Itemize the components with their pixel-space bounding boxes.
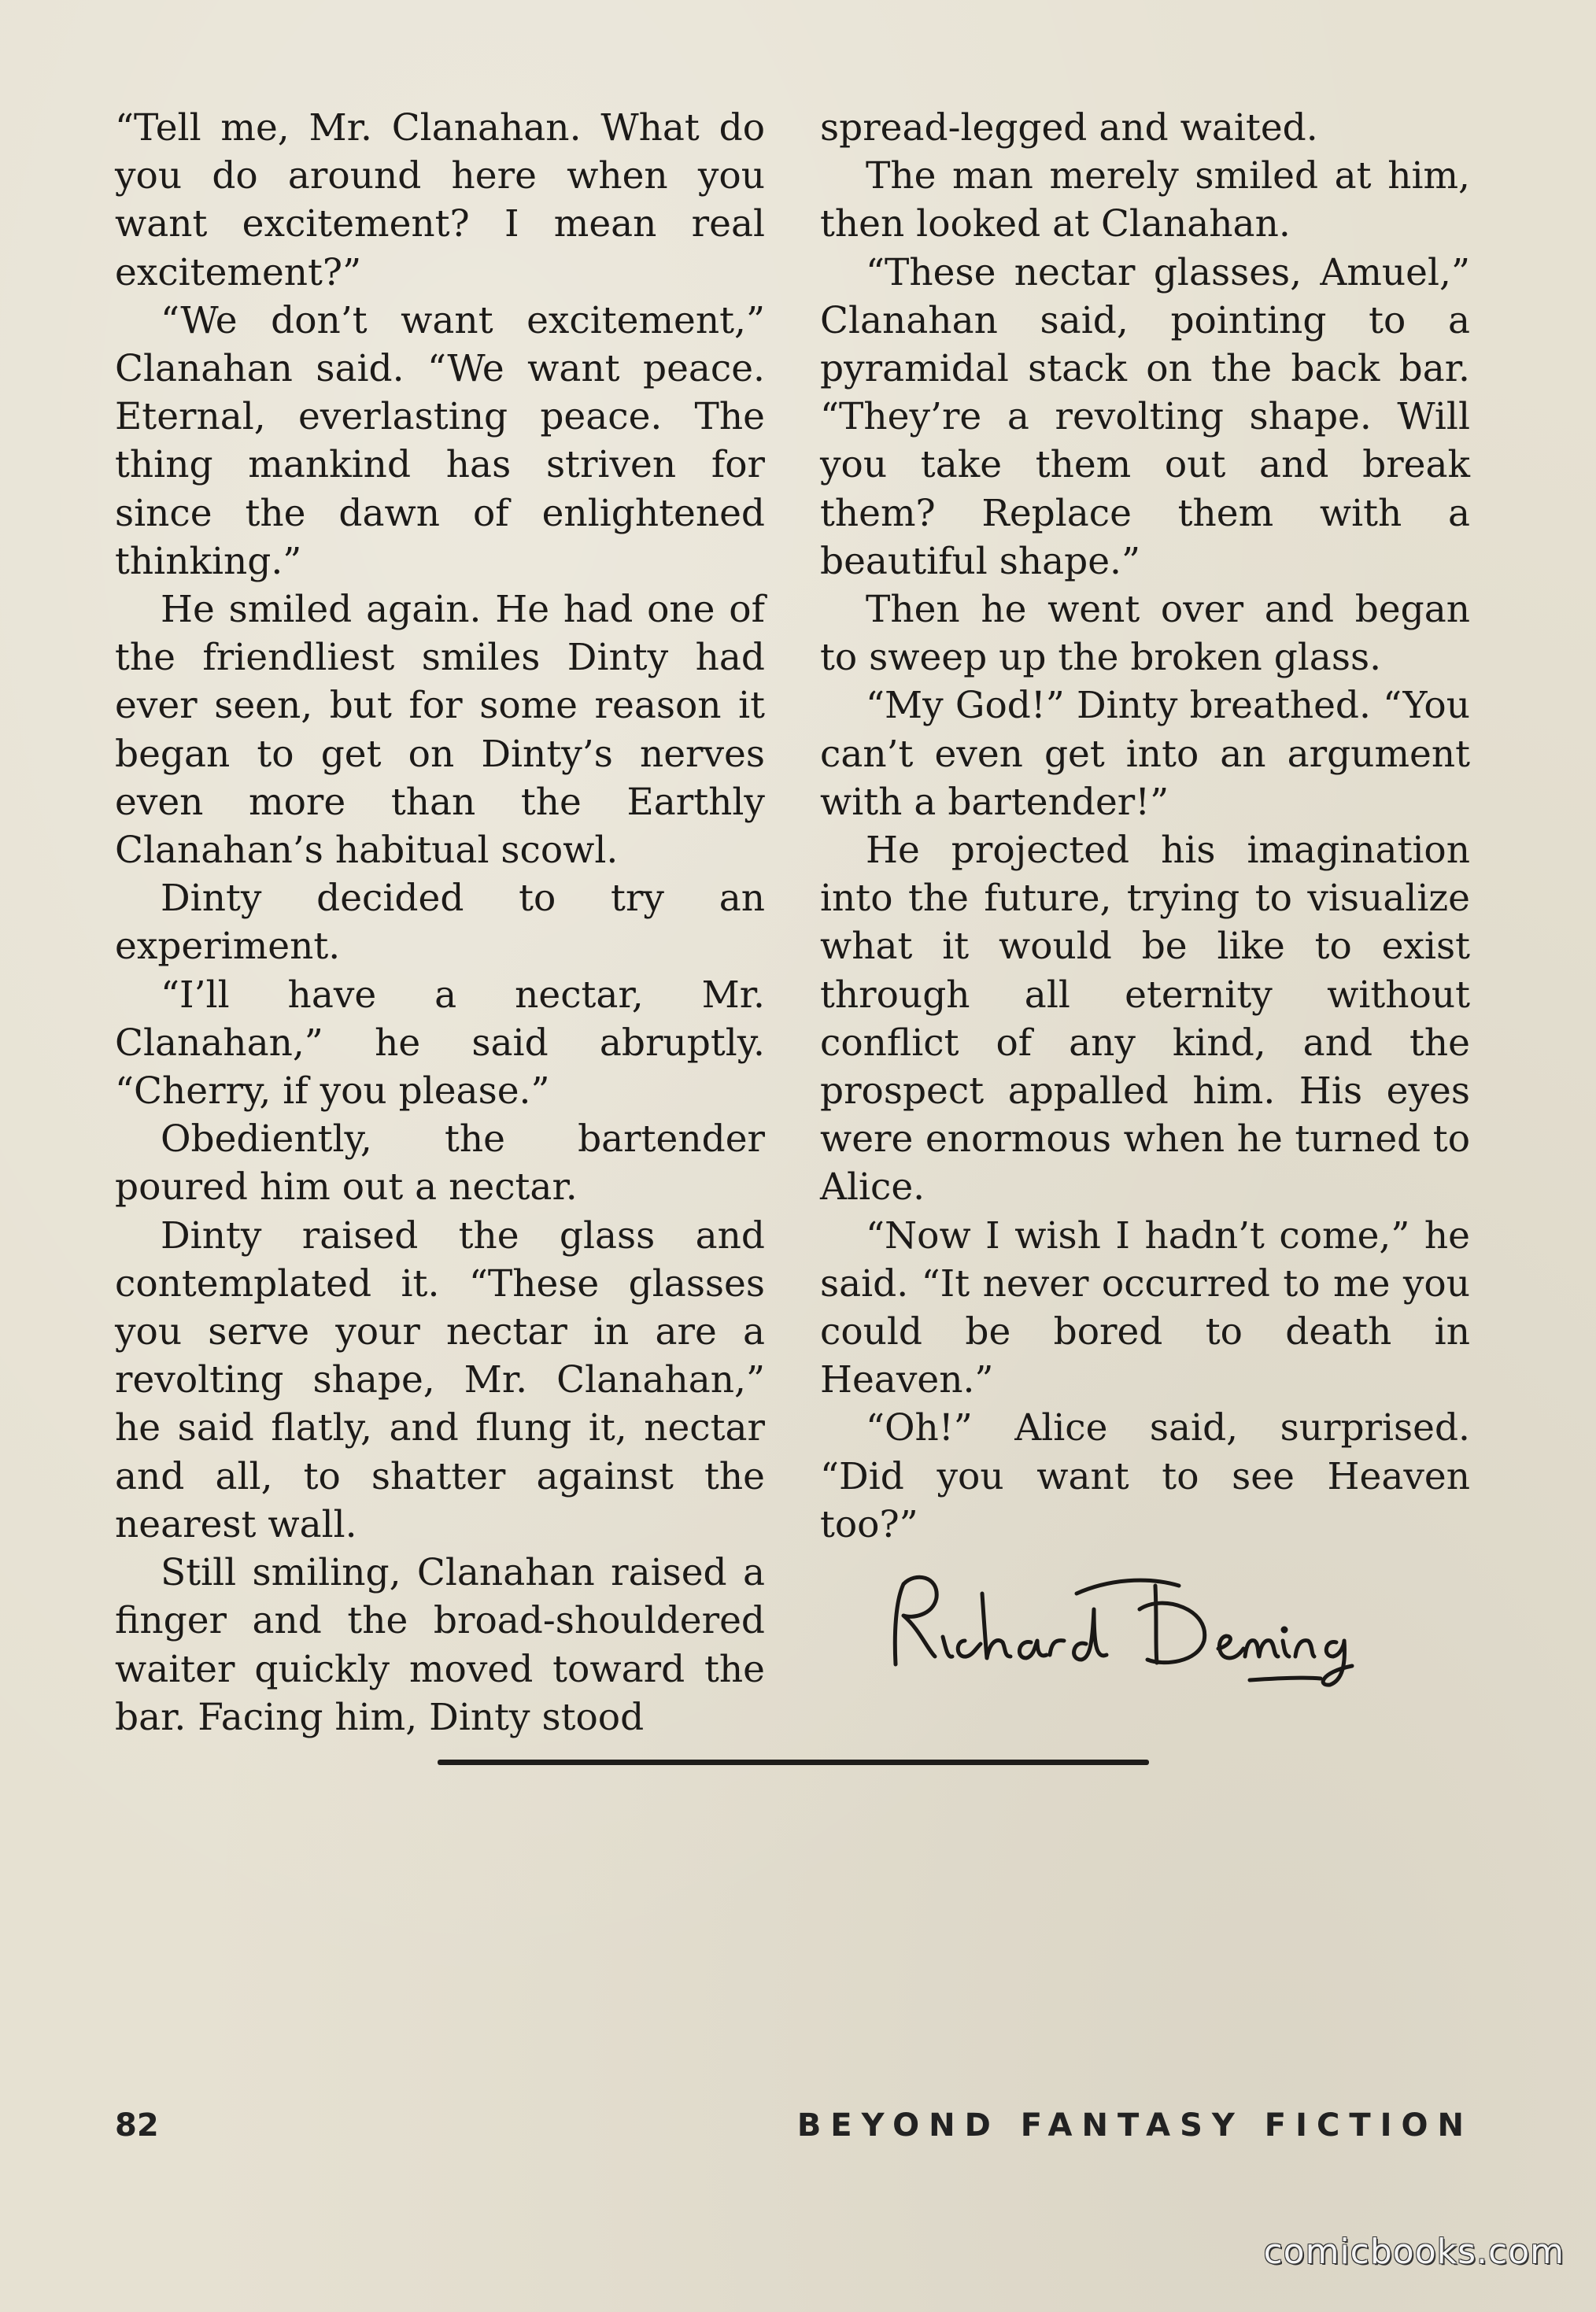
- paragraph: “My God!” Dinty breathed. “You can’t even get into an argument with a bartender!”: [820, 684, 1470, 824]
- paragraph: He smiled again. He had one of the friendliest smiles Dinty had ever seen, but for some reason it began to get on Dinty’s nerves even more than the Earthly Clanahan’s habitual scowl.: [115, 588, 765, 873]
- paragraph: Dinty decided to try an experiment.: [115, 877, 765, 969]
- left-text-column: [115, 104, 765, 1741]
- running-title: BEYOND FANTASY FICTION: [796, 2107, 1473, 2144]
- paragraph: “Now I wish I hadn’t come,” he said. “It never occurred to me you could be bored to death in Heaven.”: [820, 1213, 1470, 1402]
- watermark: comicbooks.com: [1263, 2232, 1565, 2272]
- paragraph: “We don’t want excitement,” Clanahan said. “We want peace. Eternal, everlasting peace. The thing mankind has striven for since the dawn of enlightened thinking.”: [115, 298, 765, 583]
- right-text-column: [820, 104, 1470, 1549]
- paragraph: Dinty raised the glass and contemplated it. “These glasses you serve your nectar in are a revolting shape, Mr. Clanahan,” he said flatly, and flung it, nectar and all, to shatter against the nearest wall.: [115, 1213, 765, 1546]
- section-end-rule: [438, 1760, 1149, 1765]
- paragraph: “Oh!” Alice said, surprised. “Did you want to see Heaven too?”: [820, 1406, 1470, 1546]
- paragraph: Obediently, the bartender poured him out a nectar.: [115, 1117, 765, 1210]
- paragraph: Still smiling, Clanahan raised a finger and the broad-shouldered waiter quickly moved toward the bar. Facing him, Dinty stood: [115, 1551, 765, 1739]
- paragraph: The man merely smiled at him, then looked at Clanahan.: [820, 154, 1470, 246]
- page-number: 82: [115, 2107, 159, 2144]
- paragraph: Then he went over and began to sweep up the broken glass.: [820, 588, 1470, 680]
- author-signature: [880, 1562, 1509, 1696]
- paragraph: He projected his imagination into the future, trying to visualize what it would be like to exist through all eternity without conflict of any kind, and the prospect appalled him. His eyes were enormous when he turned to Alice.: [820, 829, 1470, 1210]
- paragraph: “I’ll have a nectar, Mr. Clanahan,” he said abruptly. “Cherry, if you please.”: [115, 973, 765, 1114]
- paragraph: “These nectar glasses, Amuel,” Clanahan said, pointing to a pyramidal stack on the back bar. “They’re a revolting shape. Will you take them out and break them? Replace them with a beautiful shape.”: [820, 250, 1470, 583]
- paragraph: spread-legged and waited.: [820, 106, 1318, 150]
- paragraph: “Tell me, Mr. Clanahan. What do you do around here when you want excitement? I mean real excitement?”: [115, 106, 765, 294]
